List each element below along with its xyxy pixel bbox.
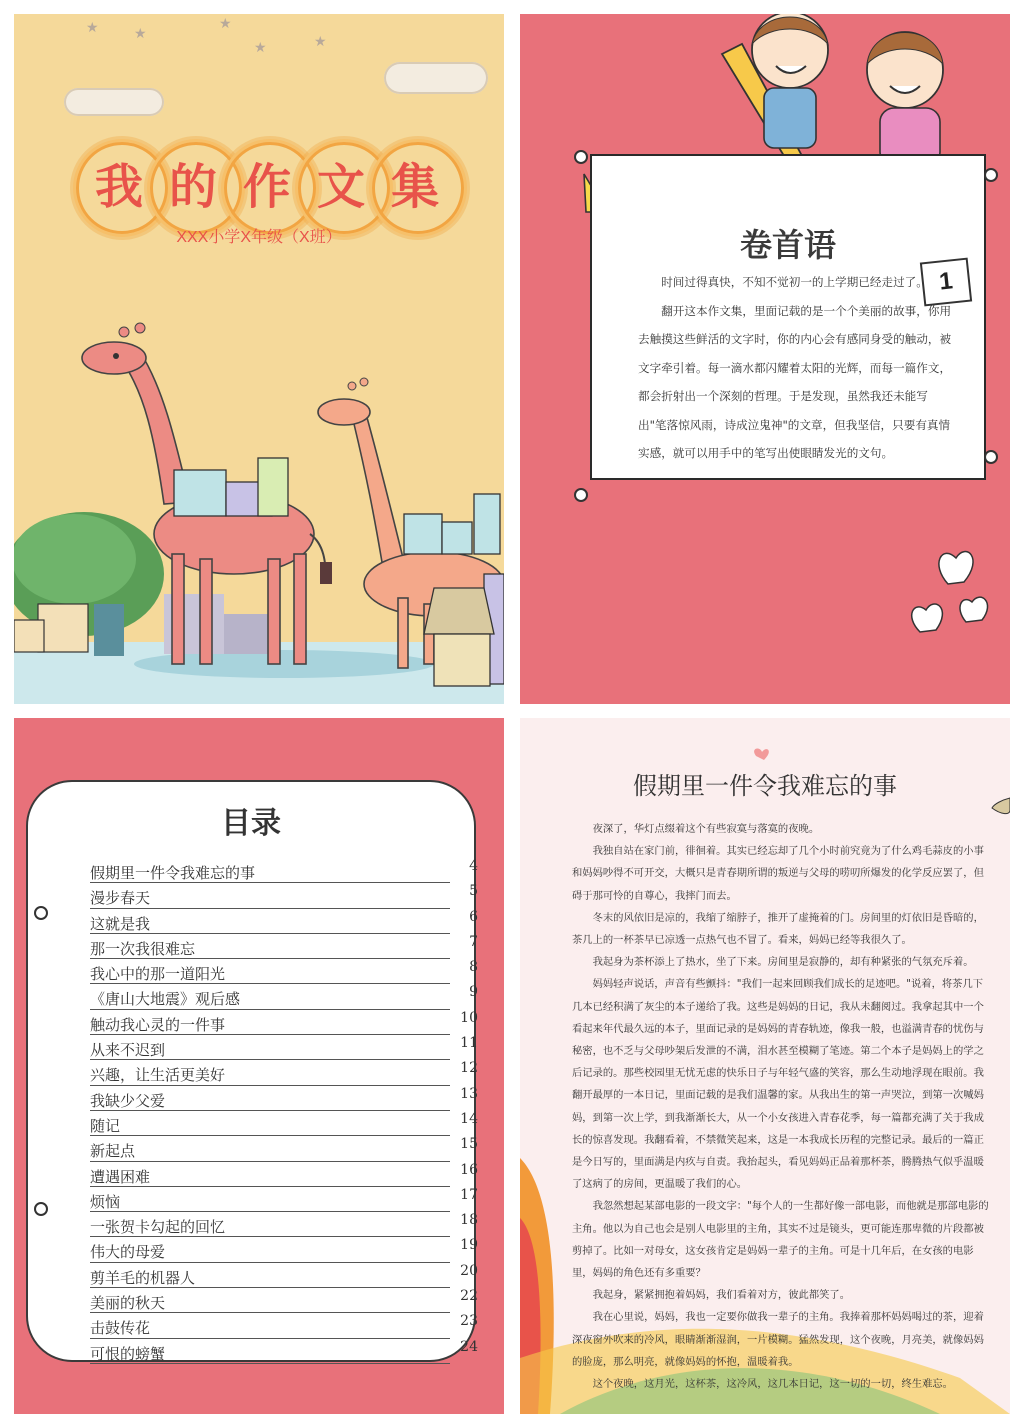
toc-entry-page: 22 (460, 1288, 478, 1305)
toc-entry-page: 15 (460, 1136, 478, 1153)
toc-entry-page: 23 (460, 1313, 478, 1330)
contents-title: 目录 (221, 806, 281, 841)
toc-entry-title: 伟大的母爱 (90, 1243, 166, 1262)
toc-entry-title: 《唐山大地震》观后感 (90, 990, 241, 1009)
toc-entry-title: 可恨的螃蟹 (90, 1344, 166, 1363)
toc-entry-title: 漫步春天 (90, 889, 151, 908)
essay-paragraph: 冬末的风依旧是凉的，我缩了缩脖子，推开了虚掩着的门。房间里的灯依旧是昏暗的，茶几上的一杯茶早已凉透一点热气也不冒了。看来，妈妈已经等我很久了。 (572, 911, 984, 947)
toc-entry[interactable] (90, 1060, 478, 1085)
toc-entry-title: 剪羊毛的机器人 (90, 1268, 196, 1287)
binder-ring-icon (34, 1202, 48, 1216)
toc-entry[interactable] (90, 908, 478, 934)
star-icon: ★ (134, 26, 147, 42)
toc-entry[interactable] (90, 1186, 478, 1212)
toc-entry[interactable] (90, 1212, 478, 1237)
toc-entry[interactable] (90, 1009, 478, 1035)
toc-entry[interactable] (90, 1085, 478, 1111)
toc-entry-page: 9 (469, 984, 478, 1001)
toc-entry-page: 10 (460, 1009, 478, 1026)
essay-body (572, 818, 990, 1395)
essay-paragraph: 妈妈轻声说话，声音有些颤抖："我们一起来回顾我们成长的足迹吧。"说着，将茶几下几本已经积满了灰尘的本子递给了我。这些是妈妈的日记，我从未翻阅过。我拿起其中一个看起来年代最久远的本子，里面记录的是妈妈的青春轨迹，像我一般，也溢满青春的忧伤与秘密，也不乏与父母吵架后发泄的不满，泪水甚至模糊了笔迹。第二个本子是妈妈上的学之后记录的。那些校园里无忧无虑的快乐日子与年轻气盛的笑容，那么生动地浮现在眼前。我翻开最厚的一本日记，里面记载的是我们温馨的家。从我出生的第一声哭泣，到第一次喊妈妈，到第一次上学，到我渐渐长大，从一个小女孩进入青春花季，每一篇都充满了关于我成长的惊喜发现。我翻看着，不禁微笑起来，这是一本我成长历程的完整记录。最后的一篇正是今日写的，里面满是内疚与自责。我抬起头，看见妈妈正品着那杯茶，腾腾热气似乎温暖了这病了的房间，更温暖了我们的心。 (572, 978, 984, 1191)
star-icon: ★ (254, 40, 267, 56)
toc-entry-page: 11 (460, 1035, 478, 1052)
cover-title-char: 作 (242, 159, 291, 215)
toc-entry-title: 这就是我 (90, 914, 151, 933)
essay-paragraph: 我独自站在家门前，徘徊着。其实已经忘却了几个小时前究竟为了什么鸡毛蒜皮的小事和妈妈吵得不可开交，大概只是青春期所谓的叛逆与父母的唠叨所爆发的化学反应罢了，但碍于那可怜的自尊心，我摔门而去。 (572, 845, 984, 902)
toc-entry[interactable] (90, 1288, 478, 1313)
toc-entry[interactable] (90, 858, 478, 883)
essay-page (520, 718, 1010, 1414)
cover-title-char: 的 (168, 159, 217, 215)
toc-entry-page: 14 (460, 1110, 478, 1127)
toc-entry-page: 6 (469, 908, 478, 925)
toc-entry-page: 19 (460, 1237, 478, 1254)
binder-ring-icon (574, 488, 588, 502)
star-icon: ★ (219, 16, 232, 32)
cover-title-char: 文 (316, 159, 365, 215)
toc-entry-title: 那一次我很难忘 (90, 939, 196, 958)
toc-entry-page: 17 (460, 1186, 478, 1203)
toc-entry[interactable] (90, 1338, 478, 1364)
toc-entry-page: 8 (469, 959, 478, 976)
toc-entry[interactable] (90, 1237, 478, 1262)
contents-page (14, 718, 504, 1414)
toc-entry-title: 遭遇困难 (90, 1167, 151, 1186)
toc-entry-title: 击鼓传花 (90, 1319, 151, 1338)
toc-entry-title: 随记 (90, 1116, 121, 1135)
toc-entry-title: 我心中的那一道阳光 (90, 965, 226, 984)
page-number-badge: 1 (920, 258, 972, 307)
toc-entry-title: 美丽的秋天 (90, 1294, 166, 1313)
toc-entry-title: 新起点 (90, 1142, 136, 1161)
toc-entry-title: 一张贺卡勾起的回忆 (90, 1218, 226, 1237)
binder-ring-icon (984, 168, 998, 182)
toc-entry-page: 7 (469, 933, 478, 950)
essay-title: 假期里一件令我难忘的事 (633, 772, 897, 800)
toc-entry[interactable] (90, 1035, 478, 1060)
cover-page (14, 14, 504, 704)
toc-entry-page: 16 (460, 1161, 478, 1178)
cover-subtitle: XXX小学X年级（X班） (176, 229, 342, 246)
star-icon: ★ (314, 34, 327, 50)
binder-ring-icon (984, 450, 998, 464)
toc-entry-page: 4 (469, 858, 478, 874)
essay-paragraph: 我忽然想起某部电影的一段文字："每个人的一生都好像一部电影，而他就是那部电影的主角。他以为自己也会是别人电影里的主角，其实不过是镜头，更可能连那卑微的片段都被剪掉了。比如一对母女，这女孩肯定是妈妈一辈子的主角。可是十几年后，在女孩的电影里，妈妈的角色还有多重要？ (572, 1200, 989, 1280)
toc-entry[interactable] (90, 1262, 478, 1288)
essay-paragraph: 我在心里说，妈妈，我也一定要你做我一辈子的主角。我捧着那杯妈妈喝过的茶，迎着深夜窗外吹来的冷风，眼睛渐渐湿润，一片模糊。猛然发现，这个夜晚，月亮美，就像妈妈的脸庞，那么明亮，就像妈妈的怀抱，温暖着我。 (572, 1311, 984, 1368)
toc-entry-page: 12 (460, 1060, 478, 1077)
cover-title-char: 集 (390, 159, 439, 215)
preface-page (520, 14, 1010, 704)
essay-paragraph: 这个夜晚，这月光，这杯茶，这冷风，这几本日记，这一切的一切，终生难忘。 (592, 1378, 953, 1391)
toc-entry-page: 24 (460, 1338, 478, 1355)
binder-ring-icon (34, 906, 48, 920)
toc-entry-page: 5 (469, 883, 478, 900)
toc-entry-title: 我缺少父爱 (90, 1091, 166, 1110)
preface-body (638, 268, 956, 468)
preface-title: 卷首语 (739, 226, 836, 264)
toc-entry-title: 从来不迟到 (90, 1041, 166, 1060)
toc-entry[interactable] (90, 1161, 478, 1187)
preface-paragraph: 时间过得真快，不知不觉初一的上学期已经走过了。 (661, 275, 928, 289)
toc-entry[interactable] (90, 1313, 478, 1338)
giraffe-city-illustration (14, 14, 504, 704)
toc-entry[interactable] (90, 1136, 478, 1161)
toc-entry[interactable] (90, 984, 478, 1009)
toc-entry-page: 20 (460, 1262, 478, 1279)
essay-paragraph: 夜深了，华灯点缀着这个有些寂寞与落寞的夜晚。 (592, 823, 820, 835)
toc-entry-title: 触动我心灵的一件事 (90, 1015, 226, 1034)
preface-paragraph: 翻开这本作文集，里面记载的是一个个美丽的故事，你用去触摸这些鲜活的文字时，你的内心会有感同身受的触动，被文字牵引着。每一滴水都闪耀着太阳的光辉，而每一篇作文，都会折射出一个深刻的哲理。于是发现，虽然我还未能写出"笔落惊风雨，诗成泣鬼神"的文章，但我坚信，只要有真情实感，就可以用手中的笔写出使眼睛发光的文句。 (638, 303, 952, 460)
toc-entry[interactable] (90, 959, 478, 984)
toc-entry[interactable] (90, 1110, 478, 1136)
contents-card (26, 780, 476, 1362)
hearts-icon (900, 524, 1000, 644)
essay-paragraph: 我起身，紧紧拥抱着妈妈，我们看着对方，彼此都笑了。 (592, 1289, 851, 1302)
toc-entry-title: 兴趣，让生活更美好 (90, 1066, 226, 1085)
contents-list (90, 858, 478, 1364)
preface-card (590, 154, 986, 480)
toc-entry-page: 18 (460, 1212, 478, 1229)
binder-ring-icon (574, 150, 588, 164)
toc-entry[interactable] (90, 883, 478, 908)
toc-entry-page: 13 (460, 1085, 478, 1102)
essay-paragraph: 我起身为茶杯添上了热水，坐了下来。房间里是寂静的，却有种紧张的气氛充斥着。 (592, 956, 974, 969)
toc-entry[interactable] (90, 933, 478, 959)
toc-entry-title: 假期里一件令我难忘的事 (90, 864, 256, 882)
cover-title-char: 我 (94, 159, 143, 215)
toc-entry-title: 烦恼 (90, 1192, 121, 1211)
star-icon: ★ (86, 20, 99, 36)
